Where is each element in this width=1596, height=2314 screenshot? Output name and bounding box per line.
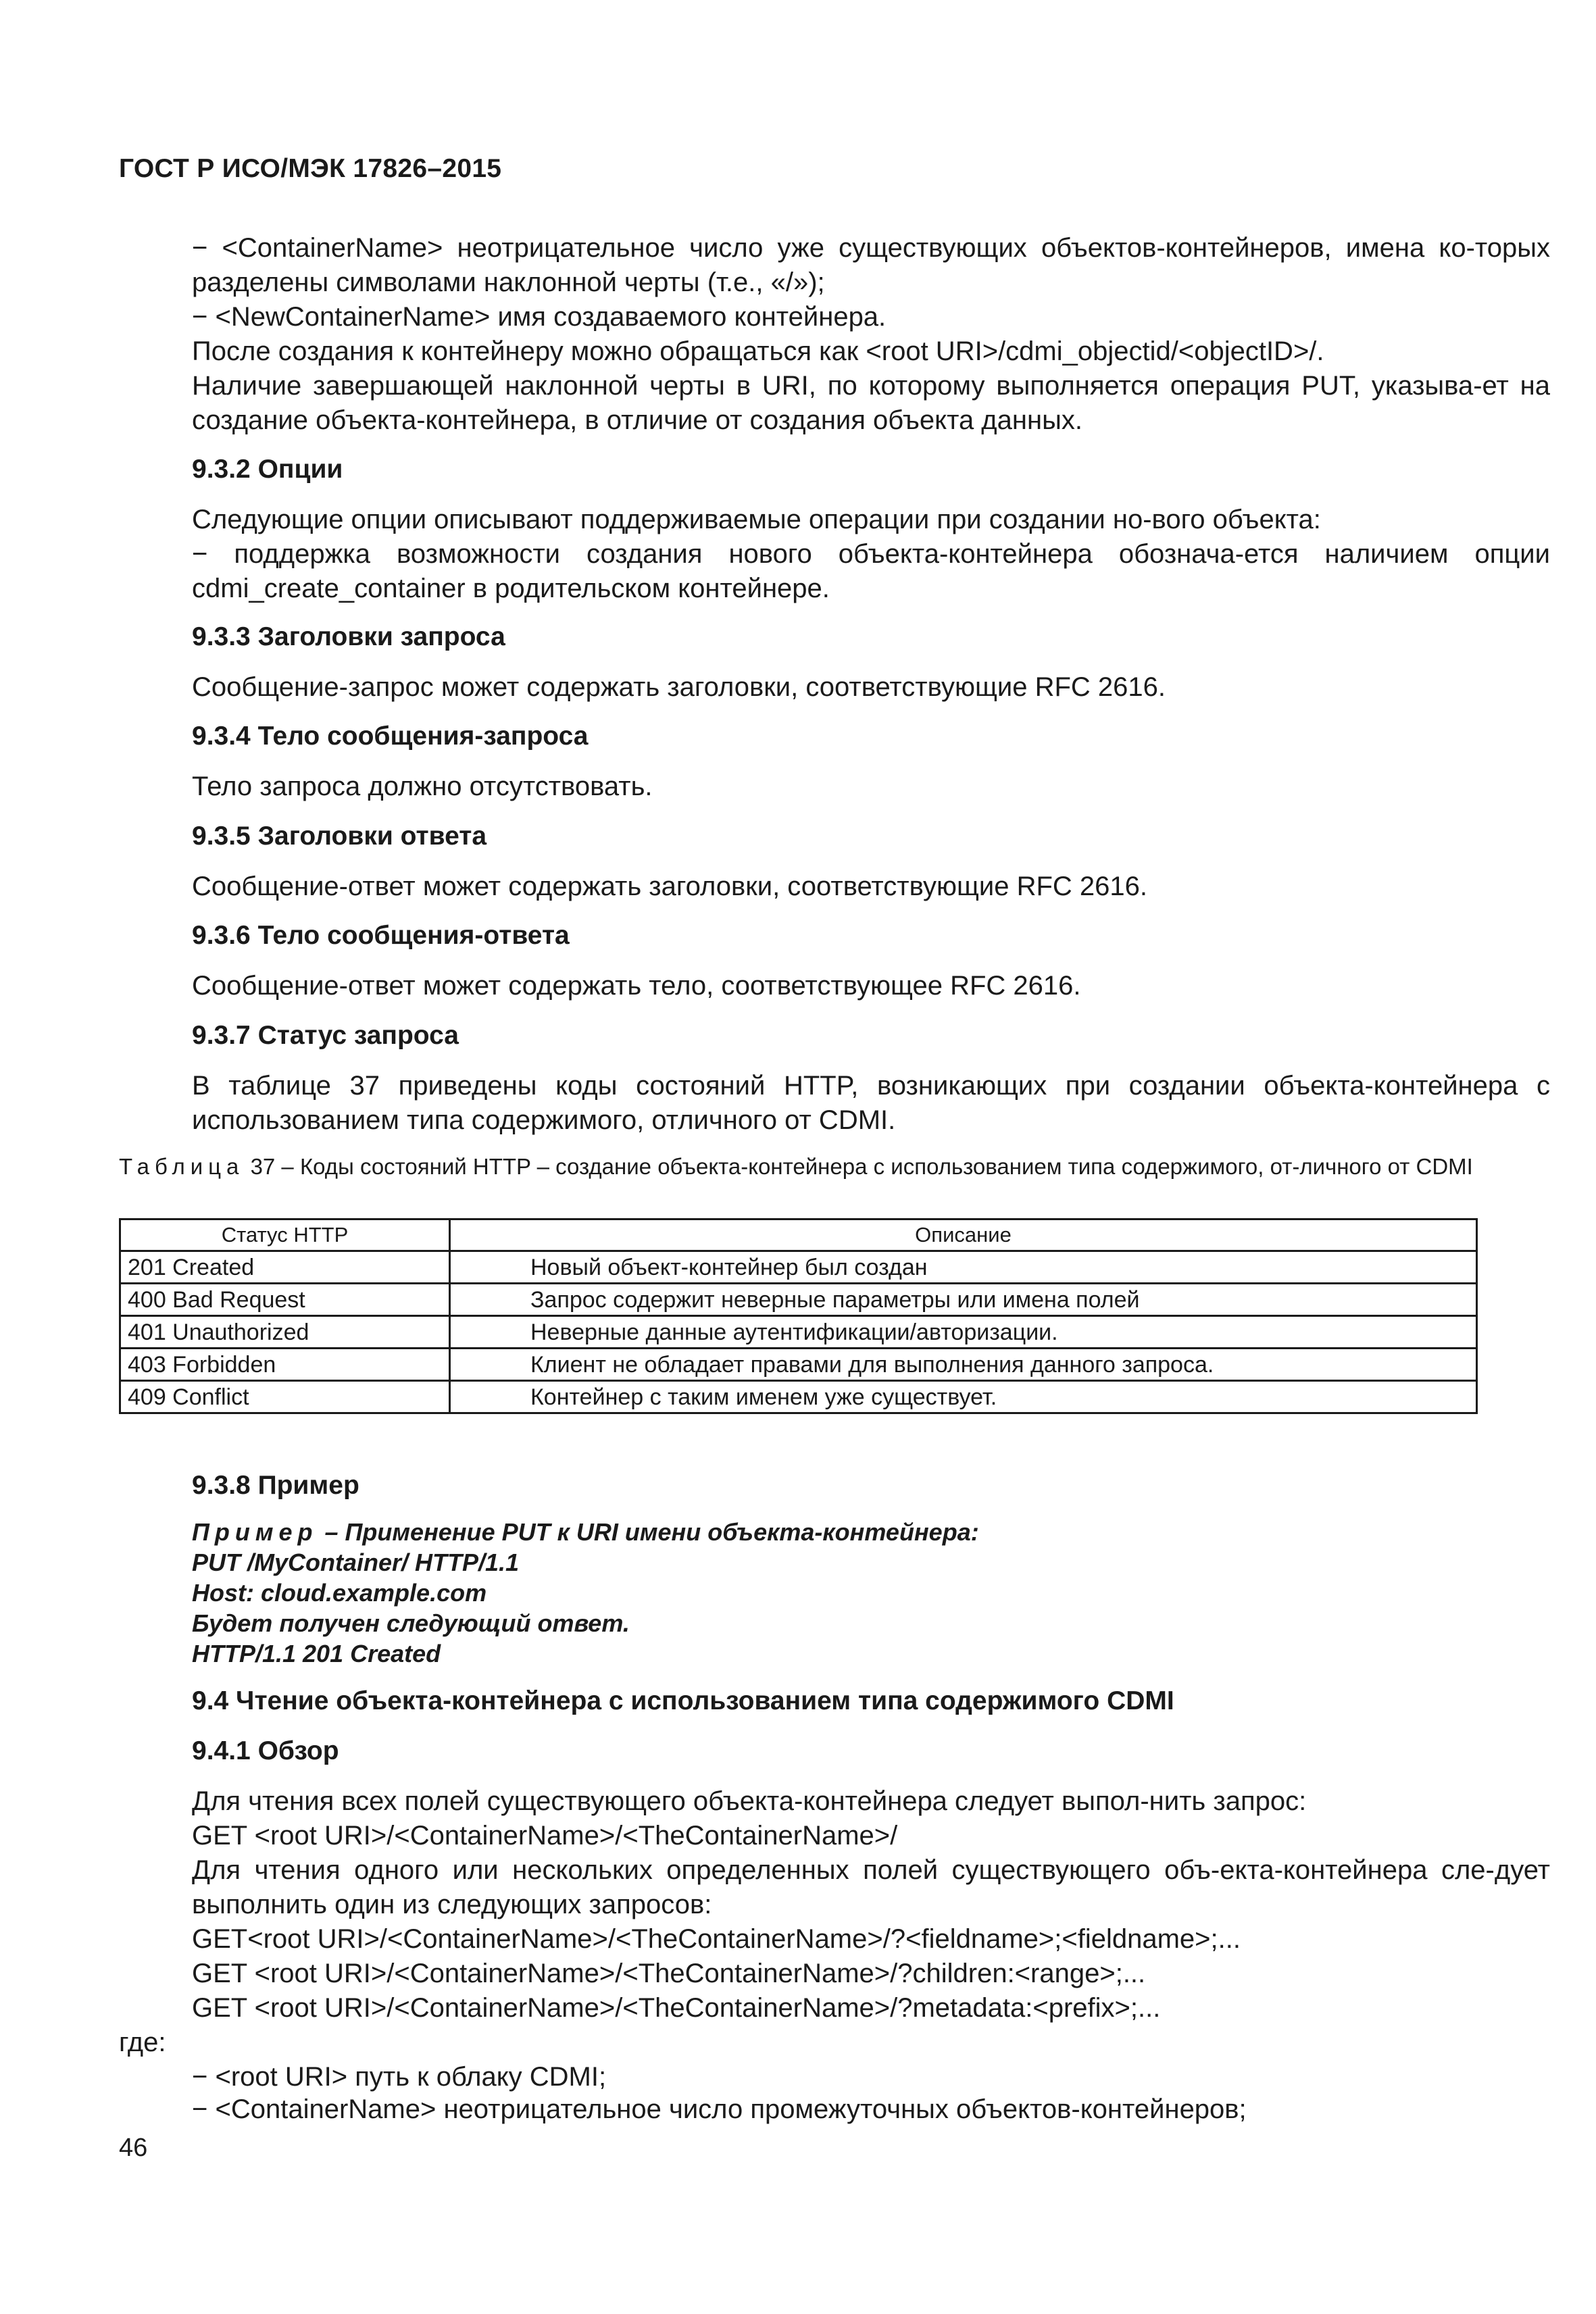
section-heading-9-3-3: 9.3.3 Заголовки запроса xyxy=(192,622,505,651)
table-row xyxy=(120,1251,1477,1284)
paragraph-read-fields: Для чтения одного или нескольких определенных полей существующего объ-екта-контейнера сле-дует выполнить один из следующих запросов: xyxy=(192,1855,1550,1919)
section-heading-9-4-1: 9.4.1 Обзор xyxy=(192,1736,339,1765)
paragraph-request-headers: Сообщение-запрос может содержать заголовки, соответствующие RFC 2616. xyxy=(192,672,1166,702)
code-get-metadata: GET <root URI>/<ContainerName>/<TheContainerName>/?metadata:<prefix>;... xyxy=(192,1993,1161,2023)
section-heading-9-4: 9.4 Чтение объекта-контейнера с использованием типа содержимого CDMI xyxy=(192,1686,1174,1715)
table-cell-status: 409 Conflict xyxy=(120,1381,450,1413)
table-header-row xyxy=(120,1219,1477,1251)
paragraph-options: Следующие опции описывают поддерживаемые операции при создании но-вого объекта: xyxy=(192,505,1321,534)
table-header-description: Описание xyxy=(450,1219,1477,1251)
table-caption-prefix: Таблица xyxy=(119,1154,245,1179)
example-line-5: HTTP/1.1 201 Created xyxy=(192,1640,441,1667)
table-cell-description: Неверные данные аутентификации/авторизации. xyxy=(450,1316,1477,1349)
table-cell-status: 400 Bad Request xyxy=(120,1284,450,1316)
table-cell-description: Запрос содержит неверные параметры или имена полей xyxy=(450,1284,1477,1316)
intro-paragraph-access: После создания к контейнеру можно обращаться как <root URI>/cdmi_objectid/<objectID>/. xyxy=(192,336,1324,366)
table-caption xyxy=(119,1152,1477,1182)
intro-item-new-container-name: − <NewContainerName> имя создаваемого контейнера. xyxy=(192,302,887,332)
document-header: ГОСТ Р ИСО/МЭК 17826–2015 xyxy=(119,154,502,183)
paragraph-response-headers: Сообщение-ответ может содержать заголовки, соответствующие RFC 2616. xyxy=(192,872,1148,901)
example-intro: – Применение PUT к URI имени объекта-контейнера: xyxy=(318,1518,979,1546)
where-label: где: xyxy=(119,2028,166,2057)
code-get-children: GET <root URI>/<ContainerName>/<TheContainerName>/?children:<range>;... xyxy=(192,1959,1146,1988)
paragraph-response-body: Сообщение-ответ может содержать тело, соответствующее RFC 2616. xyxy=(192,971,1081,1001)
list-item-root-uri: − <root URI> путь к облаку CDMI; xyxy=(192,2062,607,2092)
paragraph-request-body: Тело запроса должно отсутствовать. xyxy=(192,772,653,801)
table-row xyxy=(120,1381,1477,1413)
paragraph-read-all: Для чтения всех полей существующего объекта-контейнера следует выпол-нить запрос: xyxy=(192,1786,1307,1816)
section-heading-9-3-5: 9.3.5 Заголовки ответа xyxy=(192,822,487,851)
paragraph-status: В таблице 37 приведены коды состояний HTTP, возникающих при создании объекта-контейнера с использованием типа содержимого, отличного от CDMI. xyxy=(192,1071,1550,1135)
table-cell-status: 401 Unauthorized xyxy=(120,1316,450,1349)
table-header-status: Статус HTTP xyxy=(120,1219,450,1251)
example-line-2: PUT /MyContainer/ HTTP/1.1 xyxy=(192,1549,520,1576)
code-get-fields: GET<root URI>/<ContainerName>/<TheContainerName>/?<fieldname>;<fieldname>;... xyxy=(192,1924,1241,1954)
table-cell-description: Клиент не обладает правами для выполнения данного запроса. xyxy=(450,1349,1477,1381)
table-row xyxy=(120,1316,1477,1349)
example-prefix: Пример xyxy=(192,1518,318,1546)
example-line-3: Host: cloud.example.com xyxy=(192,1579,487,1607)
intro-paragraph-trailing-slash: Наличие завершающей наклонной черты в URI, по которому выполняется операция PUT, указыва-ет на создание объекта-контейнера, в отличие от создания объекта данных. xyxy=(192,371,1550,435)
table-row xyxy=(120,1349,1477,1381)
section-heading-9-3-8: 9.3.8 Пример xyxy=(192,1471,359,1500)
page-number: 46 xyxy=(119,2134,148,2162)
table-cell-description: Контейнер с таким именем уже существует. xyxy=(450,1381,1477,1413)
section-heading-9-3-6: 9.3.6 Тело сообщения-ответа xyxy=(192,921,570,950)
list-item-container-name: − <ContainerName> неотрицательное число промежуточных объектов-контейнеров; xyxy=(192,2094,1247,2124)
code-get-container: GET <root URI>/<ContainerName>/<TheContainerName>/ xyxy=(192,1821,898,1851)
status-table xyxy=(119,1218,1478,1414)
table-cell-description: Новый объект-контейнер был создан xyxy=(450,1251,1477,1284)
section-heading-9-3-2: 9.3.2 Опции xyxy=(192,455,343,484)
intro-item-container-name: − <ContainerName> неотрицательное число уже существующих объектов-контейнеров, имена ко-торых разделены символами наклонной черты (т.е., «/»); xyxy=(192,233,1550,297)
table-row xyxy=(120,1284,1477,1316)
table-caption-text: 37 – Коды состояний HTTP – создание объекта-контейнера с использованием типа содержимого, от-личного от CDMI xyxy=(250,1154,1473,1179)
example-line-1 xyxy=(192,1517,979,1547)
section-heading-9-3-4: 9.3.4 Тело сообщения-запроса xyxy=(192,722,589,751)
table-cell-status: 201 Created xyxy=(120,1251,450,1284)
paragraph-options-item: − поддержка возможности создания нового объекта-контейнера обознача-ется наличием опции cdmi_create_container в родительском контейнере. xyxy=(192,539,1550,603)
example-line-4: Будет получен следующий ответ. xyxy=(192,1609,630,1637)
section-heading-9-3-7: 9.3.7 Статус запроса xyxy=(192,1021,459,1050)
table-cell-status: 403 Forbidden xyxy=(120,1349,450,1381)
